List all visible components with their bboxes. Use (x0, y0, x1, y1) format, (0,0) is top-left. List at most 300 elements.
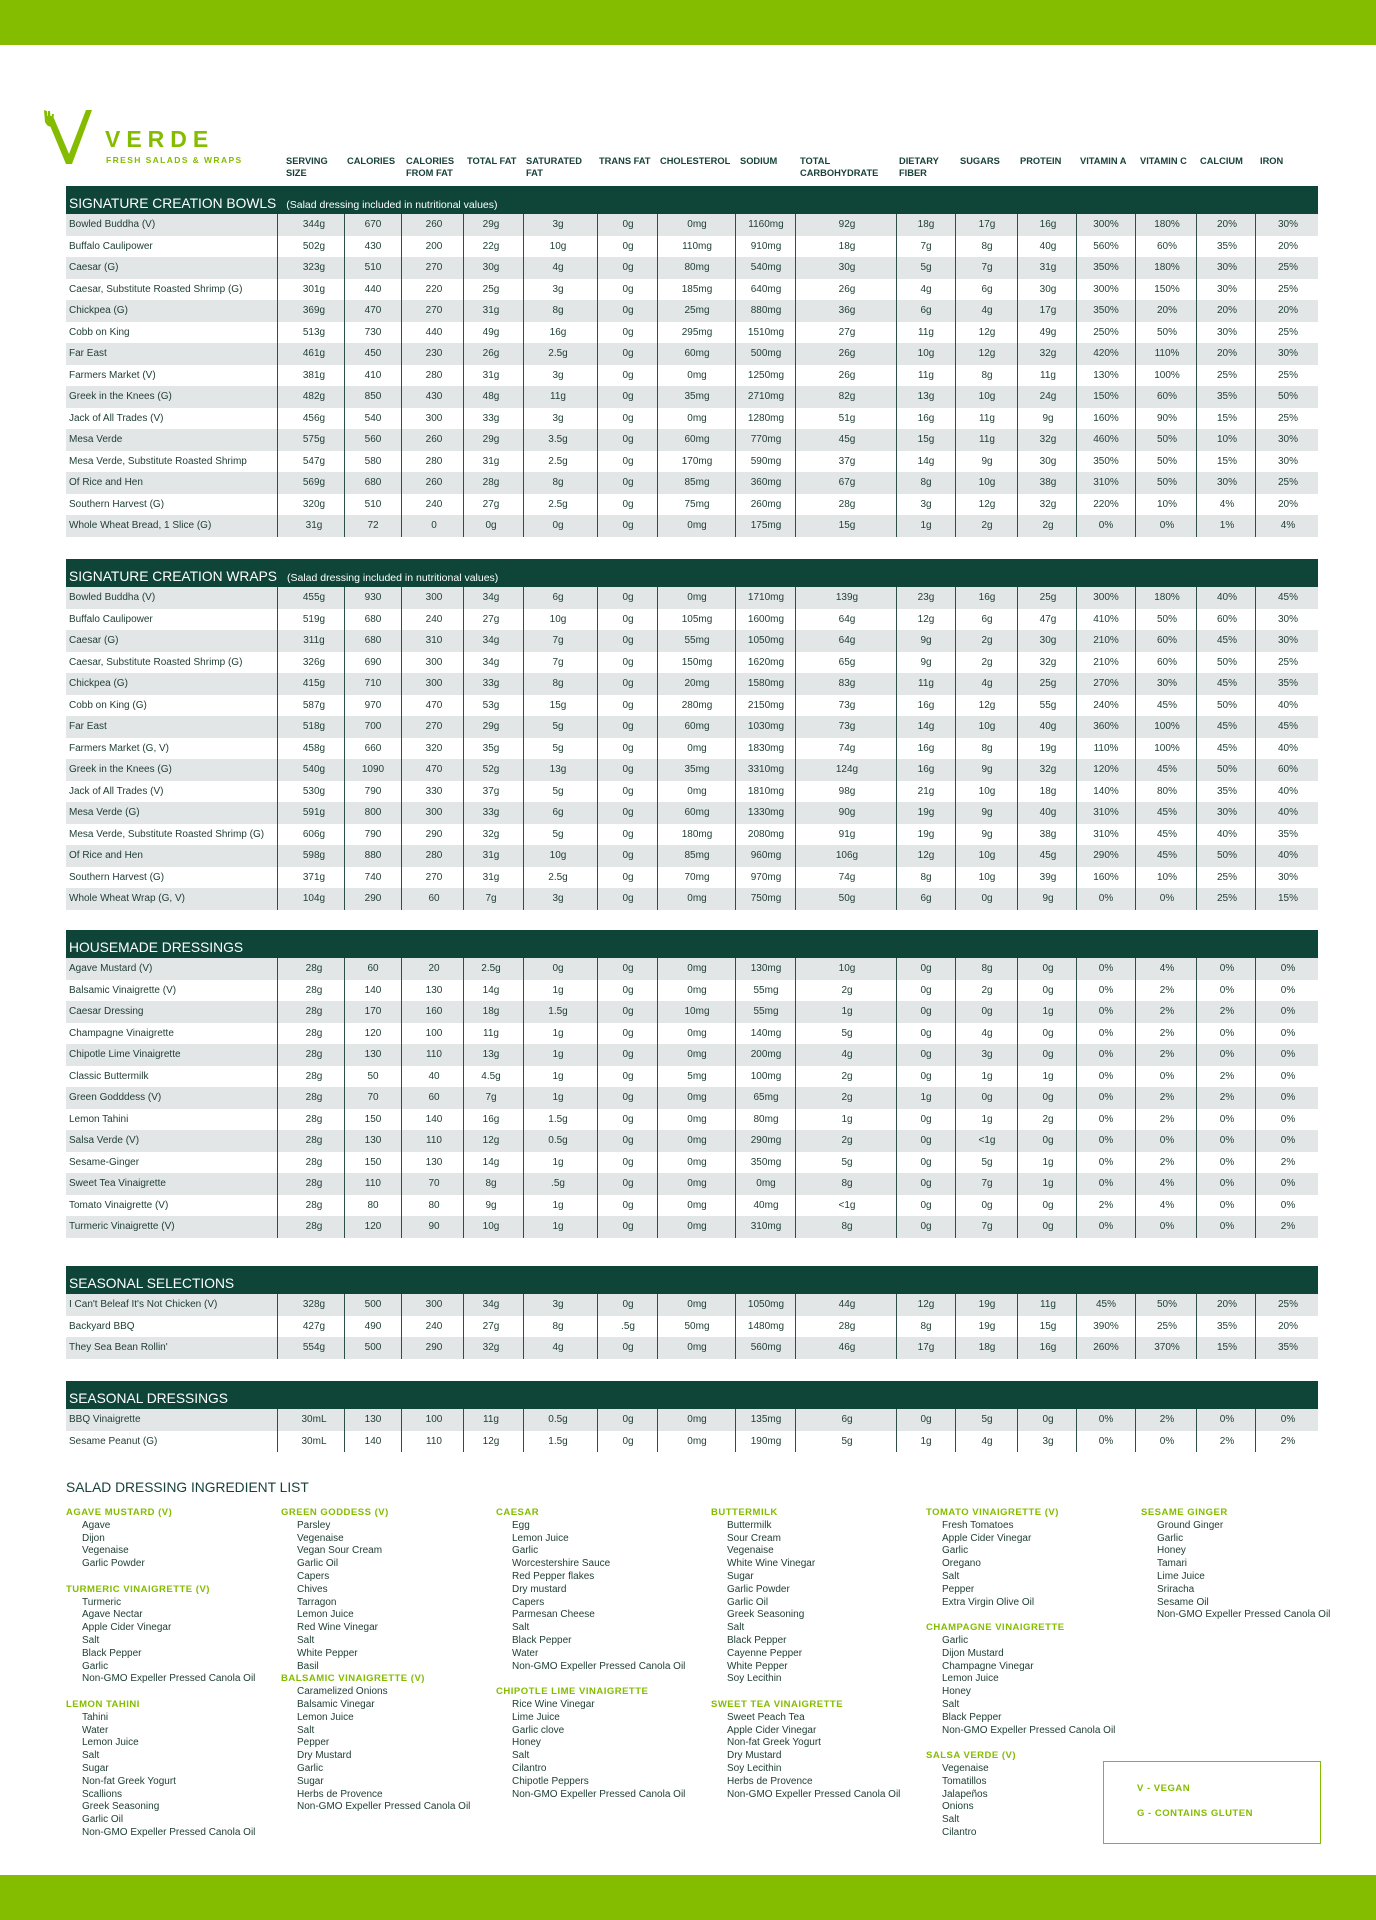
nutrient-value: 50% (1156, 326, 1177, 338)
table-row (66, 980, 1318, 1002)
ingredient-item: Lemon Juice (297, 1711, 354, 1723)
nutrient-value: 0% (1159, 1221, 1175, 1232)
nutrient-value: 9g (981, 455, 993, 467)
nutrient-value: 8g (981, 240, 993, 252)
item-name: Tomato Vinaigrette (V) (69, 1199, 169, 1211)
dressing-name: CHIPOTLE LIME VINAIGRETTE (496, 1686, 649, 1698)
nutrient-value: 2g (841, 1070, 853, 1082)
nutrient-value: 44g (838, 1299, 856, 1310)
nutrient-value: 30% (1277, 219, 1298, 230)
table-row (66, 1431, 1318, 1453)
nutrient-value: 0mg (687, 1299, 707, 1310)
item-name: Jack of All Trades (V) (69, 785, 164, 797)
ingredient-item: Non-fat Greek Yogurt (727, 1737, 821, 1749)
nutrient-value: 25% (1277, 656, 1298, 668)
ingredient-item: Salt (297, 1724, 315, 1736)
nutrient-value: 0g (920, 1027, 932, 1039)
nutrient-value: 31g (482, 305, 500, 316)
nutrient-value: 0g (920, 1049, 932, 1060)
nutrient-value: 0mg (687, 1199, 707, 1211)
column-divider (1135, 1294, 1136, 1359)
nutrient-value: 5g (552, 828, 564, 840)
item-name: I Can't Beleaf It's Not Chicken (V) (69, 1299, 218, 1310)
nutrient-value: 301g (302, 283, 326, 295)
nutrient-value: 880 (364, 850, 382, 861)
column-header: DIETARY FIBER (899, 156, 939, 178)
nutrient-value: 290 (425, 828, 443, 840)
nutrient-value: 12g (978, 498, 996, 510)
nutrient-value: 5g (841, 1156, 853, 1168)
nutrient-value: 300 (425, 656, 443, 668)
nutrient-value: 0g (920, 1221, 932, 1232)
nutrient-value: 106g (835, 850, 859, 861)
nutrient-value: 9g (1042, 893, 1054, 904)
nutrient-value: 32g (482, 1342, 500, 1353)
item-name: Classic Buttermilk (69, 1070, 149, 1082)
nutrient-value: 124g (835, 764, 859, 775)
column-divider (955, 587, 956, 910)
nutrient-value: 1600mg (747, 613, 785, 625)
column-divider (1076, 1409, 1077, 1452)
nutrient-value: 150 (364, 1156, 382, 1168)
nutrient-value: 1g (841, 1006, 853, 1017)
table-row (66, 609, 1318, 631)
nutrient-value: 26g (838, 369, 856, 381)
nutrient-value: 2g (981, 984, 993, 996)
column-divider (1076, 587, 1077, 910)
nutrient-value: 110 (426, 1135, 442, 1146)
ingredient-item: Herbs de Provence (297, 1788, 383, 1800)
nutrient-value: 0% (1219, 1178, 1235, 1189)
column-divider (1255, 214, 1256, 537)
column-header: VITAMIN A (1080, 156, 1127, 166)
nutrient-value: 850 (364, 391, 382, 402)
nutrient-value: 1g (552, 984, 564, 996)
column-divider (735, 214, 736, 537)
ingredient-item: Black Pepper (82, 1647, 142, 1659)
nutrient-value: 25% (1277, 326, 1298, 338)
section-header (66, 930, 1318, 958)
nutrient-value: 14g (917, 455, 935, 467)
nutrient-value: 6g (981, 613, 993, 625)
nutrient-value: 2080mg (747, 828, 785, 840)
nutrient-value: 790 (364, 828, 382, 840)
nutrient-value: 175mg (750, 520, 782, 531)
nutrient-value: 70 (428, 1178, 440, 1189)
column-divider (735, 1294, 736, 1359)
column-divider (463, 1409, 464, 1452)
nutrient-value: 415g (302, 678, 326, 689)
nutrient-value: 23g (917, 592, 935, 603)
ingredient-item: Salt (942, 1698, 960, 1710)
nutrient-value: 290mg (750, 1135, 782, 1146)
nutrient-value: 430 (425, 391, 443, 402)
nutrient-value: 150% (1093, 391, 1119, 402)
nutrient-value: 1580mg (747, 678, 785, 689)
nutrient-value: 3g (552, 283, 564, 295)
nutrient-value: 326g (302, 656, 326, 668)
nutrient-value: 1090 (361, 764, 385, 775)
nutrient-value: 0g (622, 807, 634, 818)
column-divider (1135, 958, 1136, 1238)
section-title-text: SIGNATURE CREATION BOWLS (69, 196, 277, 211)
nutrient-value: 0g (622, 721, 634, 732)
table-row (66, 214, 1318, 236)
ingredient-item: Apple Cider Vinegar (727, 1724, 817, 1736)
nutrient-value: 280 (425, 455, 443, 467)
nutrient-value: 300% (1093, 592, 1119, 603)
nutrient-value: 31g (1039, 262, 1057, 273)
nutrient-value: 30% (1216, 283, 1237, 295)
item-name: Mesa Verde, Substitute Roasted Shrimp (G) (69, 828, 265, 840)
nutrient-value: 0% (1219, 1135, 1235, 1146)
nutrient-value: 5g (981, 1156, 993, 1168)
table-row (66, 738, 1318, 760)
column-divider (735, 958, 736, 1238)
nutrient-value: 30% (1216, 477, 1237, 488)
nutrient-value: 458g (302, 742, 326, 754)
nutrient-value: 60mg (684, 348, 710, 359)
nutrient-value: 970mg (750, 871, 782, 883)
nutrient-value: 2% (1219, 1435, 1235, 1447)
nutrient-value: 0g (622, 477, 634, 488)
nutrient-value: 65g (838, 656, 856, 668)
nutrient-value: 13g (549, 764, 567, 775)
ingredient-item: Champagne Vinegar (942, 1660, 1034, 1672)
ingredient-item: Apple Cider Vinegar (82, 1622, 172, 1634)
nutrient-value: 660 (364, 742, 382, 754)
nutrient-value: 29g (482, 721, 500, 732)
nutrient-value: 8g (981, 742, 993, 754)
nutrient-value: 35% (1216, 1320, 1237, 1332)
column-divider (657, 1294, 658, 1359)
nutrient-value: 0g (920, 1135, 932, 1146)
column-header: PROTEIN (1020, 156, 1062, 166)
nutrient-value: 8g (552, 678, 564, 689)
nutrient-value: 0% (1280, 1135, 1296, 1146)
nutrient-value: 72 (367, 520, 379, 531)
nutrient-value: 270 (425, 721, 443, 732)
nutrient-value: 40mg (753, 1199, 779, 1211)
ingredient-item: Vegenaise (727, 1545, 774, 1557)
nutrient-value: 30% (1277, 455, 1298, 467)
nutrient-value: 25% (1216, 893, 1237, 904)
nutrient-value: 16g (917, 699, 935, 711)
nutrient-value: 40g (1039, 721, 1057, 732)
nutrient-value: 0g (1042, 1414, 1054, 1425)
nutrient-value: 300 (425, 1299, 443, 1310)
nutrient-value: 100 (425, 1414, 443, 1425)
nutrient-value: 490 (364, 1320, 382, 1332)
column-header: SODIUM (740, 156, 778, 166)
ingredient-item: Sugar (727, 1570, 754, 1582)
nutrient-value: 3g (1042, 1435, 1054, 1447)
nutrient-value: 67g (838, 477, 856, 488)
nutrient-value: 50% (1277, 391, 1298, 402)
nutrient-value: 0g (622, 699, 634, 711)
nutrient-value: 25g (1039, 678, 1057, 689)
nutrient-value: 1250mg (747, 369, 785, 381)
ingredient-item: Non-GMO Expeller Pressed Canola Oil (82, 1826, 256, 1838)
column-divider (1255, 1294, 1256, 1359)
ingredient-item: Salt (727, 1622, 745, 1634)
nutrient-value: 18g (917, 219, 935, 230)
table-row (66, 1066, 1318, 1088)
ingredient-item: Capers (512, 1596, 545, 1608)
table-row (66, 824, 1318, 846)
nutrient-value: 28g (305, 1221, 323, 1232)
nutrient-value: 15% (1277, 893, 1298, 904)
nutrient-value: 150% (1154, 283, 1180, 295)
nutrient-value: 0% (1159, 1435, 1175, 1447)
nutrient-value: 680 (364, 613, 382, 625)
nutrient-value: 20% (1216, 348, 1237, 359)
nutrient-value: 73g (838, 699, 856, 711)
nutrient-value: 25% (1277, 283, 1298, 295)
nutrient-value: 31g (305, 520, 323, 531)
nutrient-value: 0g (622, 893, 634, 904)
nutrient-value: 2.5g (548, 871, 568, 883)
ingredient-column (496, 1507, 706, 1801)
dressing-name: SWEET TEA VINAIGRETTE (711, 1698, 844, 1710)
ingredient-item: Greek Seasoning (82, 1801, 160, 1813)
nutrient-value: 0g (920, 1156, 932, 1168)
item-name: Caesar (G) (69, 262, 119, 273)
nutrient-value: 587g (302, 699, 326, 711)
ingredient-item: Lime Juice (1157, 1570, 1205, 1582)
column-divider (896, 214, 897, 537)
nutrient-value: 450 (364, 348, 382, 359)
nutrient-value: 17g (1039, 305, 1057, 316)
column-divider (735, 587, 736, 910)
ingredient-item: Capers (297, 1570, 330, 1582)
ingredient-item: Red Pepper flakes (512, 1570, 595, 1582)
ingredient-item: Garlic clove (512, 1724, 565, 1736)
nutrient-value: 0% (1219, 1156, 1235, 1168)
nutrient-value: 130 (364, 1135, 382, 1146)
item-name: Lemon Tahini (69, 1113, 129, 1125)
section-header (66, 559, 1318, 587)
nutrient-value: 170mg (681, 455, 713, 467)
column-header: CALORIES FROM FAT (406, 156, 455, 178)
nutrient-value: 60% (1277, 764, 1298, 775)
item-name: They Sea Bean Rollin' (69, 1342, 168, 1353)
nutrient-value: 240 (425, 1320, 443, 1332)
nutrient-value: 6g (920, 305, 932, 316)
column-divider (401, 958, 402, 1238)
nutrient-value: 2% (1159, 1049, 1175, 1060)
nutrient-value: 51g (838, 412, 856, 424)
ingredient-item: Vegenaise (82, 1545, 129, 1557)
column-divider (463, 587, 464, 910)
column-divider (657, 1409, 658, 1452)
nutrient-value: 8g (552, 477, 564, 488)
nutrient-value: 60mg (684, 807, 710, 818)
nutrient-value: 0g (1042, 1092, 1054, 1103)
column-divider (401, 587, 402, 910)
nutrient-value: 0% (1219, 1414, 1235, 1425)
nutrient-value: 60mg (684, 434, 710, 445)
nutrient-value: 11g (979, 412, 995, 424)
nutrient-value: 32g (1039, 656, 1057, 668)
ingredient-item: Extra Virgin Olive Oil (942, 1596, 1035, 1608)
nutrient-value: 35mg (684, 391, 710, 402)
nutrient-value: 74g (838, 871, 856, 883)
column-divider (523, 1409, 524, 1452)
nutrient-value: 370% (1154, 1342, 1180, 1353)
nutrient-value: 0% (1280, 1070, 1296, 1082)
nutrient-value: 0g (622, 369, 634, 381)
nutrient-value: 39g (1039, 871, 1057, 883)
column-divider (795, 958, 796, 1238)
nutrient-value: 0g (981, 1092, 993, 1103)
nutrient-value: 8g (841, 1178, 853, 1189)
column-divider (1255, 587, 1256, 910)
ingredient-item: Lemon Juice (512, 1532, 569, 1544)
nutrient-value: 19g (978, 1320, 996, 1332)
nutrient-value: 10% (1216, 434, 1237, 445)
column-divider (401, 214, 402, 537)
table-row (66, 673, 1318, 695)
nutrient-value: 185mg (681, 283, 713, 295)
nutrient-value: 30g (482, 262, 500, 273)
nutrient-value: 300 (425, 412, 443, 424)
nutrient-value: 45% (1156, 828, 1177, 840)
nutrient-value: 25g (1039, 592, 1057, 603)
nutrient-value: 0g (622, 391, 634, 402)
column-divider (795, 1409, 796, 1452)
ingredient-item: Non-fat Greek Yogurt (82, 1775, 176, 1787)
nutrient-value: 0g (981, 1199, 993, 1211)
table-row (66, 867, 1318, 889)
nutrient-value: 98g (838, 785, 856, 797)
nutrient-value: 40% (1277, 807, 1298, 818)
nutrient-value: 461g (302, 348, 326, 359)
nutrient-value: 0% (1280, 984, 1296, 996)
ingredient-item: Non-GMO Expeller Pressed Canola Oil (1157, 1609, 1331, 1621)
item-name: Bowled Buddha (V) (69, 592, 156, 603)
column-divider (896, 1294, 897, 1359)
nutrient-value: 200 (425, 240, 443, 252)
nutrient-value: 4g (552, 1342, 564, 1353)
nutrient-value: 5g (552, 785, 564, 797)
nutrient-value: 730 (364, 326, 382, 338)
nutrient-value: 130% (1093, 369, 1119, 381)
column-divider (1017, 214, 1018, 537)
nutrient-value: 20% (1277, 498, 1298, 510)
nutrient-value: 0% (1280, 1006, 1296, 1017)
nutrient-value: 0g (552, 520, 564, 531)
nutrient-value: 27g (482, 613, 500, 625)
nutrient-value: 45% (1156, 850, 1177, 861)
nutrient-value: 20% (1156, 305, 1177, 316)
nutrient-value: 40% (1277, 850, 1298, 861)
ingredient-item: Black Pepper (942, 1711, 1002, 1723)
column-divider (1135, 214, 1136, 537)
nutrient-value: 0g (622, 1342, 634, 1353)
ingredient-item: Dijon Mustard (942, 1647, 1004, 1659)
nutrient-value: 28g (482, 477, 500, 488)
nutrient-value: 1830mg (747, 742, 785, 754)
nutrient-value: 0mg (687, 412, 707, 424)
nutrient-value: 9g (981, 764, 993, 775)
nutrient-value: 0% (1280, 1113, 1296, 1125)
nutrient-value: 28g (305, 1092, 323, 1103)
nutrient-value: 3g (552, 412, 564, 424)
nutrient-value: 0g (622, 1113, 634, 1125)
table-row (66, 408, 1318, 430)
table-row (66, 1195, 1318, 1217)
ingredient-item: Cilantro (512, 1762, 547, 1774)
nutrient-value: 310% (1093, 828, 1119, 840)
nutrient-value: 2% (1280, 1156, 1296, 1168)
nutrient-value: 540 (364, 412, 382, 424)
nutrient-value: 320g (302, 498, 326, 510)
nutrient-value: 74g (838, 742, 856, 754)
nutrient-value: 0g (981, 1006, 993, 1017)
ingredient-item: Oregano (942, 1558, 981, 1570)
dressing-name: CHAMPAGNE VINAIGRETTE (926, 1622, 1065, 1634)
nutrient-value: 28g (305, 1006, 323, 1017)
nutrient-value: 970 (364, 699, 382, 711)
nutrient-value: 180mg (681, 828, 713, 840)
item-name: Caesar, Substitute Roasted Shrimp (G) (69, 283, 243, 295)
nutrient-value: 7g (981, 1178, 993, 1189)
nutrient-value: 27g (838, 326, 856, 338)
section-housemade-dressings (66, 930, 1318, 1238)
nutrient-value: 427g (302, 1320, 326, 1332)
nutrient-value: 80mg (753, 1113, 779, 1125)
nutrient-value: 45% (1216, 742, 1237, 754)
nutrient-value: <1g (838, 1199, 856, 1211)
table-row (66, 759, 1318, 781)
ingredient-item: Chives (297, 1583, 328, 1595)
column-divider (896, 958, 897, 1238)
nutrient-value: 1g (552, 1049, 564, 1060)
nutrient-value: 180% (1154, 262, 1180, 273)
nutrient-value: 9g (920, 635, 932, 646)
nutrient-value: 0mg (687, 1178, 707, 1189)
nutrient-value: 0g (622, 828, 634, 840)
nutrient-value: 323g (302, 262, 326, 273)
dressing-name: SALSA VERDE (V) (926, 1750, 1017, 1762)
ingredient-item: Lemon Juice (942, 1673, 999, 1685)
nutrient-value: 2g (1042, 1113, 1054, 1125)
nutrient-value: 10g (482, 1221, 500, 1232)
column-header: TOTAL FAT (467, 156, 517, 166)
bottom-banner (0, 1875, 1376, 1920)
nutrient-value: 37g (838, 455, 856, 467)
nutrient-value: 350% (1093, 262, 1119, 273)
nutrient-value: 15g (1039, 1320, 1057, 1332)
nutrient-value: 27g (482, 498, 500, 510)
ingredient-item: Buttermilk (727, 1519, 772, 1531)
item-name: Mesa Verde, Substitute Roasted Shrimp (69, 455, 247, 467)
nutrient-value: 0g (622, 1092, 634, 1103)
section-signature-creation-wraps (66, 559, 1318, 910)
nutrient-value: 25% (1216, 369, 1237, 381)
column-divider (735, 1409, 736, 1452)
nutrient-value: 5g (552, 721, 564, 732)
nutrient-value: 0g (622, 785, 634, 797)
nutrient-value: 260 (425, 219, 443, 230)
nutrient-value: 350% (1093, 305, 1119, 316)
nutrient-value: 7g (552, 635, 564, 646)
nutrient-value: 0g (622, 1070, 634, 1082)
nutrient-value: 13g (482, 1049, 500, 1060)
nutrient-value: 455g (302, 592, 326, 603)
nutrient-value: 35mg (684, 764, 710, 775)
